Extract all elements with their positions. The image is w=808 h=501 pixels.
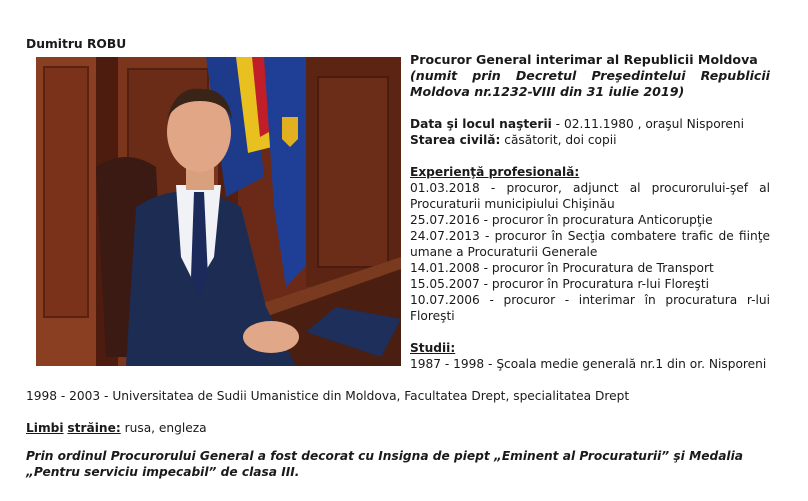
experience-item: 14.01.2008 - procuror în Procuratura de Transport (410, 261, 714, 275)
experience-heading: Experienţă profesională: (410, 165, 580, 179)
study-item: 1998 - 2003 - Universitatea de Sudii Umanistice din Moldova, Facultatea Drept, specialitatea Drept (26, 389, 630, 403)
languages (26, 420, 786, 436)
experience-item: 25.07.2016 - procuror în procuratura Anticorupţie (410, 213, 713, 227)
birth-value: - 02.11.1980 , oraşul Nisporeni (551, 117, 745, 131)
languages-label-1: Limbi (26, 421, 64, 435)
position-title: Procuror General interimar al Republicii Moldova (410, 52, 758, 67)
experience-item: 01.03.2018 - procuror, adjunct al procurorului-şef al Procuraturii municipiului Chişinău (410, 181, 770, 211)
experience-item: 24.07.2013 - procuror în Secţia combatere trafic de fiinţe umane a Procuraturii Generale (410, 229, 770, 259)
appointment-decree: (numit prin Decretul Preşedintelui Republicii Moldova nr.1232-VIII din 31 iulie 2019) (410, 68, 770, 99)
studies-heading: Studii: (410, 341, 456, 355)
person-name: Dumitru ROBU (26, 37, 127, 51)
portrait-illustration (36, 57, 401, 366)
experience-item: 10.07.2006 - procuror - interimar în procuratura r-lui Floreşti (410, 293, 770, 323)
civil-value: căsătorit, doi copii (500, 133, 617, 147)
portrait-photo (36, 57, 401, 366)
profile-details (410, 52, 770, 372)
birth-label: Data şi locul naşterii (410, 117, 552, 131)
languages-value: rusa, engleza (120, 421, 207, 435)
experience-item: 15.05.2007 - procuror în Procuratura r-lui Floreşti (410, 277, 710, 291)
award-text: Prin ordinul Procurorului General a fost decorat cu Insigna de piept „Eminent al Procuraturii” şi Medalia „Pentru serviciu impecabil” de clasa III. (26, 449, 743, 479)
civil-status (410, 132, 770, 148)
study-item: 1987 - 1998 - Şcoala medie generală nr.1 din or. Nisporeni (410, 357, 767, 371)
birth-info (410, 116, 770, 132)
languages-label-2: străine: (67, 421, 121, 435)
civil-label: Starea civilă: (410, 133, 501, 147)
